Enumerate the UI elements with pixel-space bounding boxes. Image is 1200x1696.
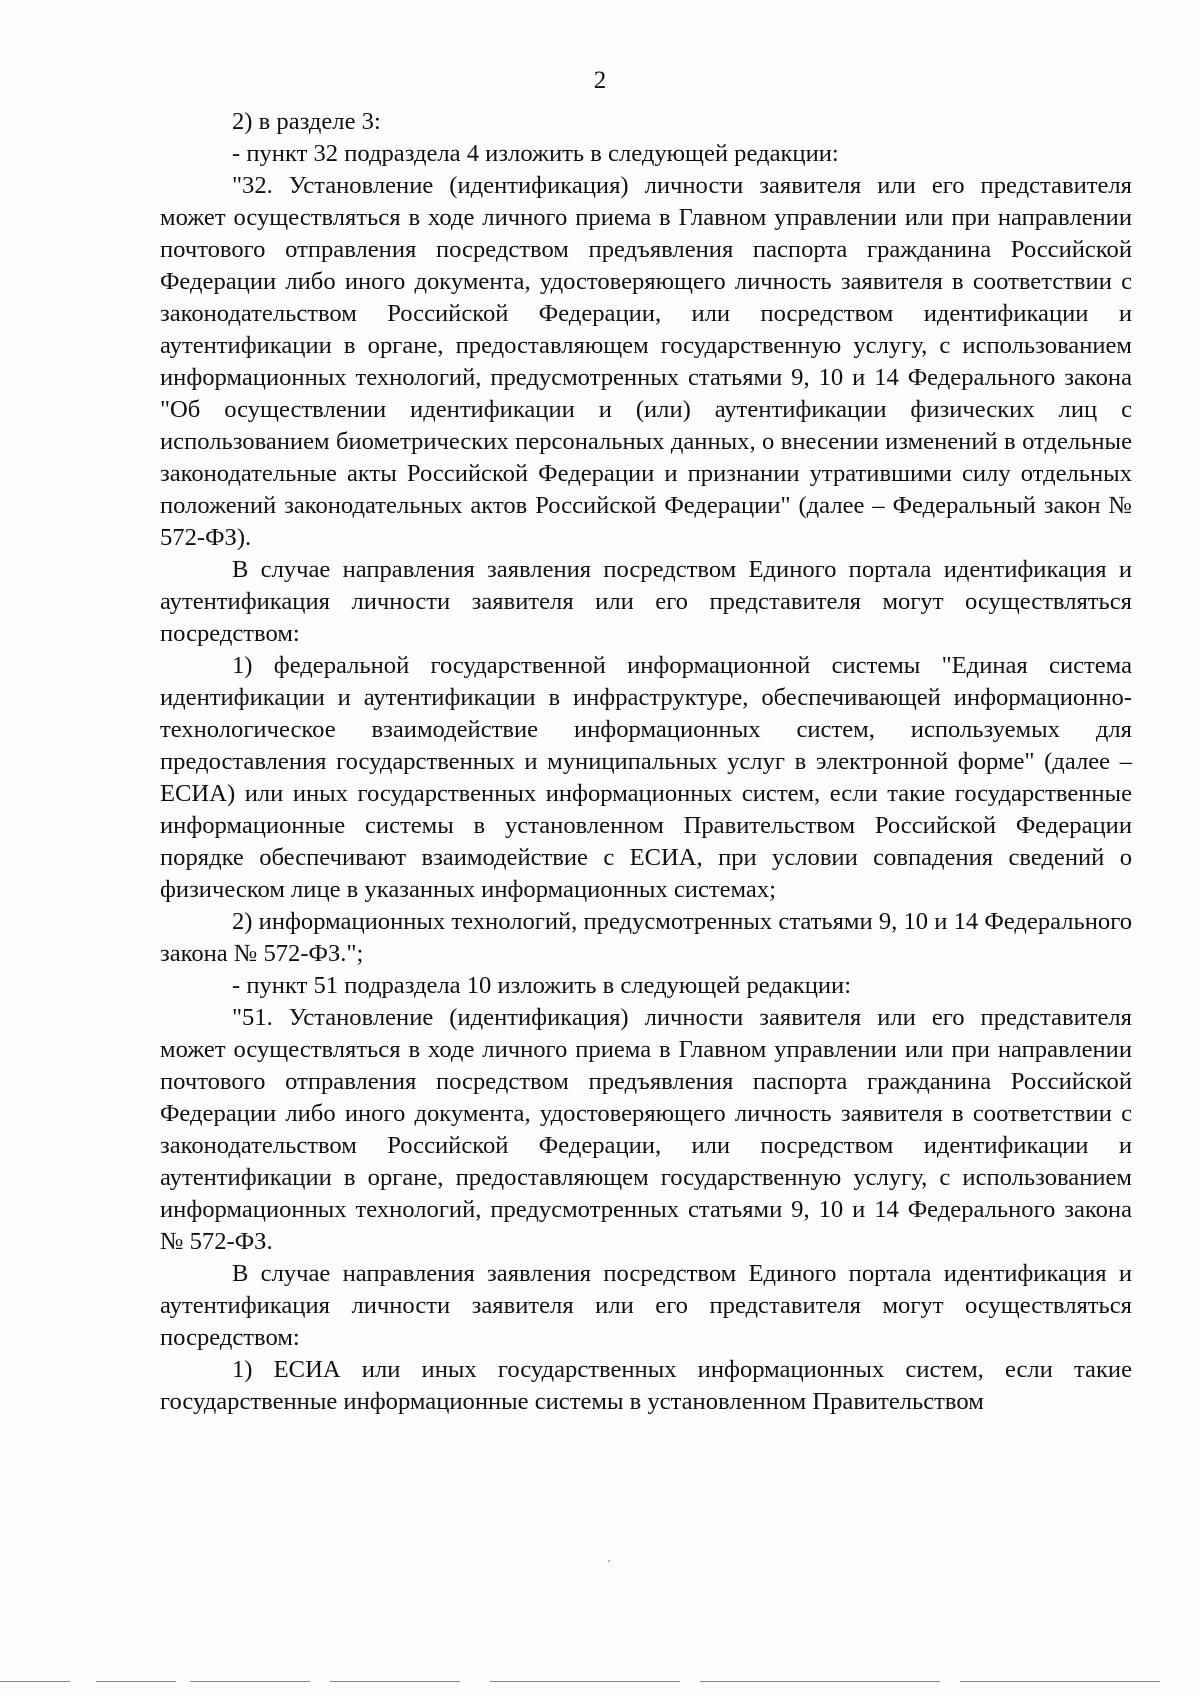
- page-number: 2: [593, 67, 607, 94]
- paragraph-item-51-intro: - пункт 51 подраздела 10 изложить в следующей редакции:: [232, 972, 852, 999]
- paragraph-item-51-text: "51. Установление (идентификация) личности заявителя или его представителя может осуществляться в ходе личного приема в Главном управлении или при направлении почтового отправления посредством предъявления паспорта гражданина Российской Федерации либо иного документа, удостоверяющего личность заявителя в соответствии с законодательством Российской Федерации, или посредством идентификации и аутентификации в органе, предоставляющем государственную услугу, с использованием информационных технологий, предусмотренных статьями 9, 10 и 14 Федерального закона № 572-ФЗ.: [160, 1004, 1132, 1255]
- paragraph-esia-item-1: 1) федеральной государственной информационной системы "Единая система идентификации и аутентификации в инфраструктуре, обеспечивающей информационно-технологическое взаимодействие информационных систем, используемых для предоставления государственных и муниципальных услуг в электронной форме" (далее – ЕСИА) или иных государственных информационных систем, если такие государственные информационные системы в установленном Правительством Российской Федерации порядке обеспечивают взаимодействие с ЕСИА, при условии совпадения сведений о физическом лице в указанных информационных системах;: [160, 652, 1132, 903]
- scan-speck: [608, 1560, 610, 1562]
- paragraph-tech-item-2: 2) информационных технологий, предусмотренных статьями 9, 10 и 14 Федерального закона № 572-ФЗ.";: [160, 908, 1132, 967]
- scan-edge-line: [190, 1681, 310, 1682]
- paragraph-esia-item-1-continued: 1) ЕСИА или иных государственных информационных систем, если такие государственные информационные системы в установленном Правительством: [160, 1356, 1132, 1415]
- scan-edge-line: [700, 1681, 940, 1682]
- scan-edge-line: [96, 1681, 176, 1682]
- scan-edge-line: [490, 1681, 680, 1682]
- scan-edge-line: [960, 1681, 1160, 1682]
- scan-edge-line: [0, 1681, 70, 1682]
- paragraph-portal-case-1: В случае направления заявления посредством Единого портала идентификация и аутентификация личности заявителя или его представителя могут осуществляться посредством:: [160, 556, 1132, 647]
- paragraph-portal-case-2: В случае направления заявления посредством Единого портала идентификация и аутентификация личности заявителя или его представителя могут осуществляться посредством:: [160, 1260, 1132, 1351]
- document-body: [160, 106, 1132, 1418]
- paragraph-item-32-text: "32. Установление (идентификация) личности заявителя или его представителя может осуществляться в ходе личного приема в Главном управлении или при направлении почтового отправления посредством предъявления паспорта гражданина Российской Федерации либо иного документа, удостоверяющего личность заявителя в соответствии с законодательством Российской Федерации, или посредством идентификации и аутентификации в органе, предоставляющем государственную услугу, с использованием информационных технологий, предусмотренных статьями 9, 10 и 14 Федерального закона "Об осуществлении идентификации и (или) аутентификации физических лиц с использованием биометрических персональных данных, о внесении изменений в отдельные законодательные акты Российской Федерации и признании утратившими силу отдельных положений законодательных актов Российской Федерации" (далее – Федеральный закон № 572-ФЗ).: [160, 172, 1132, 551]
- paragraph-item-32-intro: - пункт 32 подраздела 4 изложить в следующей редакции:: [232, 140, 839, 167]
- scan-edge-line: [330, 1681, 460, 1682]
- paragraph-section-heading: 2) в разделе 3:: [232, 108, 381, 135]
